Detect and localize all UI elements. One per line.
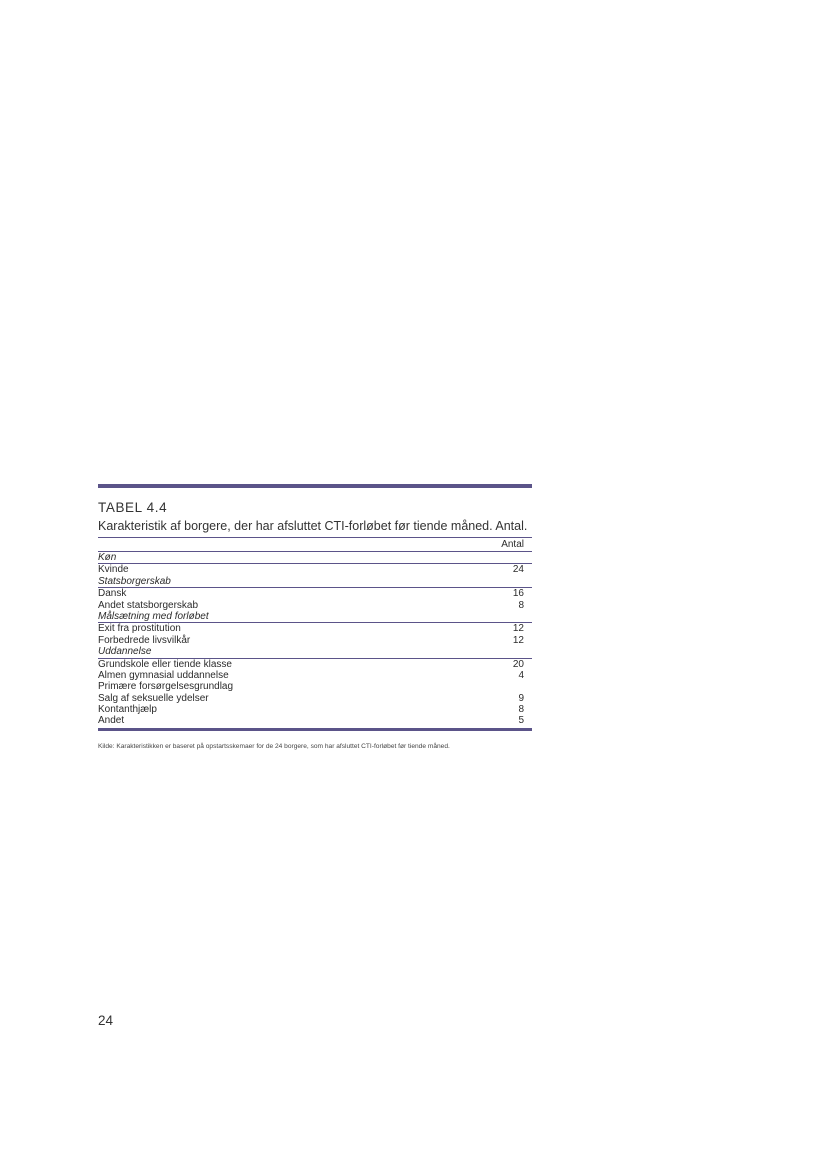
row-value: 24 xyxy=(512,564,524,576)
row-value: 12 xyxy=(512,623,524,635)
table-row xyxy=(98,600,532,611)
row-label: Andet statsborgerskab xyxy=(98,599,199,611)
row-value: 8 xyxy=(518,599,524,611)
table-row xyxy=(98,670,532,681)
row-label: Salg af seksuelle ydelser xyxy=(98,692,209,704)
page-number: 24 xyxy=(98,1013,114,1028)
section-title-row xyxy=(98,611,532,622)
section-title: Køn xyxy=(98,552,117,563)
section-title: Statsborgerskab xyxy=(98,575,171,587)
row-label: Grundskole eller tiende klasse xyxy=(98,658,232,670)
table-row xyxy=(98,623,532,634)
row-value: 20 xyxy=(512,658,524,670)
table-bottom-rule xyxy=(98,728,532,731)
section-title: Målsætning med forløbet xyxy=(98,610,209,622)
column-header-antal: Antal xyxy=(501,539,524,550)
row-label: Almen gymnasial uddannelse xyxy=(98,669,229,681)
table-row xyxy=(98,693,532,704)
table-row xyxy=(98,659,532,670)
row-label: Primære forsørgelsesgrundlag xyxy=(98,681,234,693)
table-row xyxy=(98,704,532,715)
row-label: Andet xyxy=(98,715,125,727)
table-row xyxy=(98,588,532,599)
row-label: Kontanthjælp xyxy=(98,704,157,716)
row-value: 9 xyxy=(518,692,524,704)
table-row xyxy=(98,681,532,692)
row-label: Forbedrede livsvilkår xyxy=(98,634,191,646)
row-value: 12 xyxy=(512,634,524,646)
section-title: Uddannelse xyxy=(98,646,152,658)
row-value: 4 xyxy=(518,669,524,681)
table-caption: Karakteristik af borgere, der har afsluttet CTI-forløbet før tiende måned. Antal. xyxy=(98,519,528,533)
row-label: Dansk xyxy=(98,588,127,600)
section-title-row xyxy=(98,576,532,587)
row-label: Kvinde xyxy=(98,564,129,576)
source-note: Kilde: Karakteristikken er baseret på opstartsskemaer for de 24 borgere, som har afsluttet CTI-forløbet før tiende måned. xyxy=(98,742,450,750)
table-top-rule xyxy=(98,484,532,488)
row-value: 16 xyxy=(512,588,524,600)
row-value: 8 xyxy=(518,704,524,716)
table-row xyxy=(98,635,532,646)
row-value: 5 xyxy=(518,715,524,727)
section-title-row xyxy=(98,646,532,657)
section-title-row xyxy=(98,552,532,563)
table-label: TABEL 4.4 xyxy=(98,500,168,515)
table-row xyxy=(98,564,532,575)
column-header-row xyxy=(98,538,532,551)
table-row xyxy=(98,715,532,726)
row-label: Exit fra prostitution xyxy=(98,623,181,635)
table-block xyxy=(98,484,532,751)
